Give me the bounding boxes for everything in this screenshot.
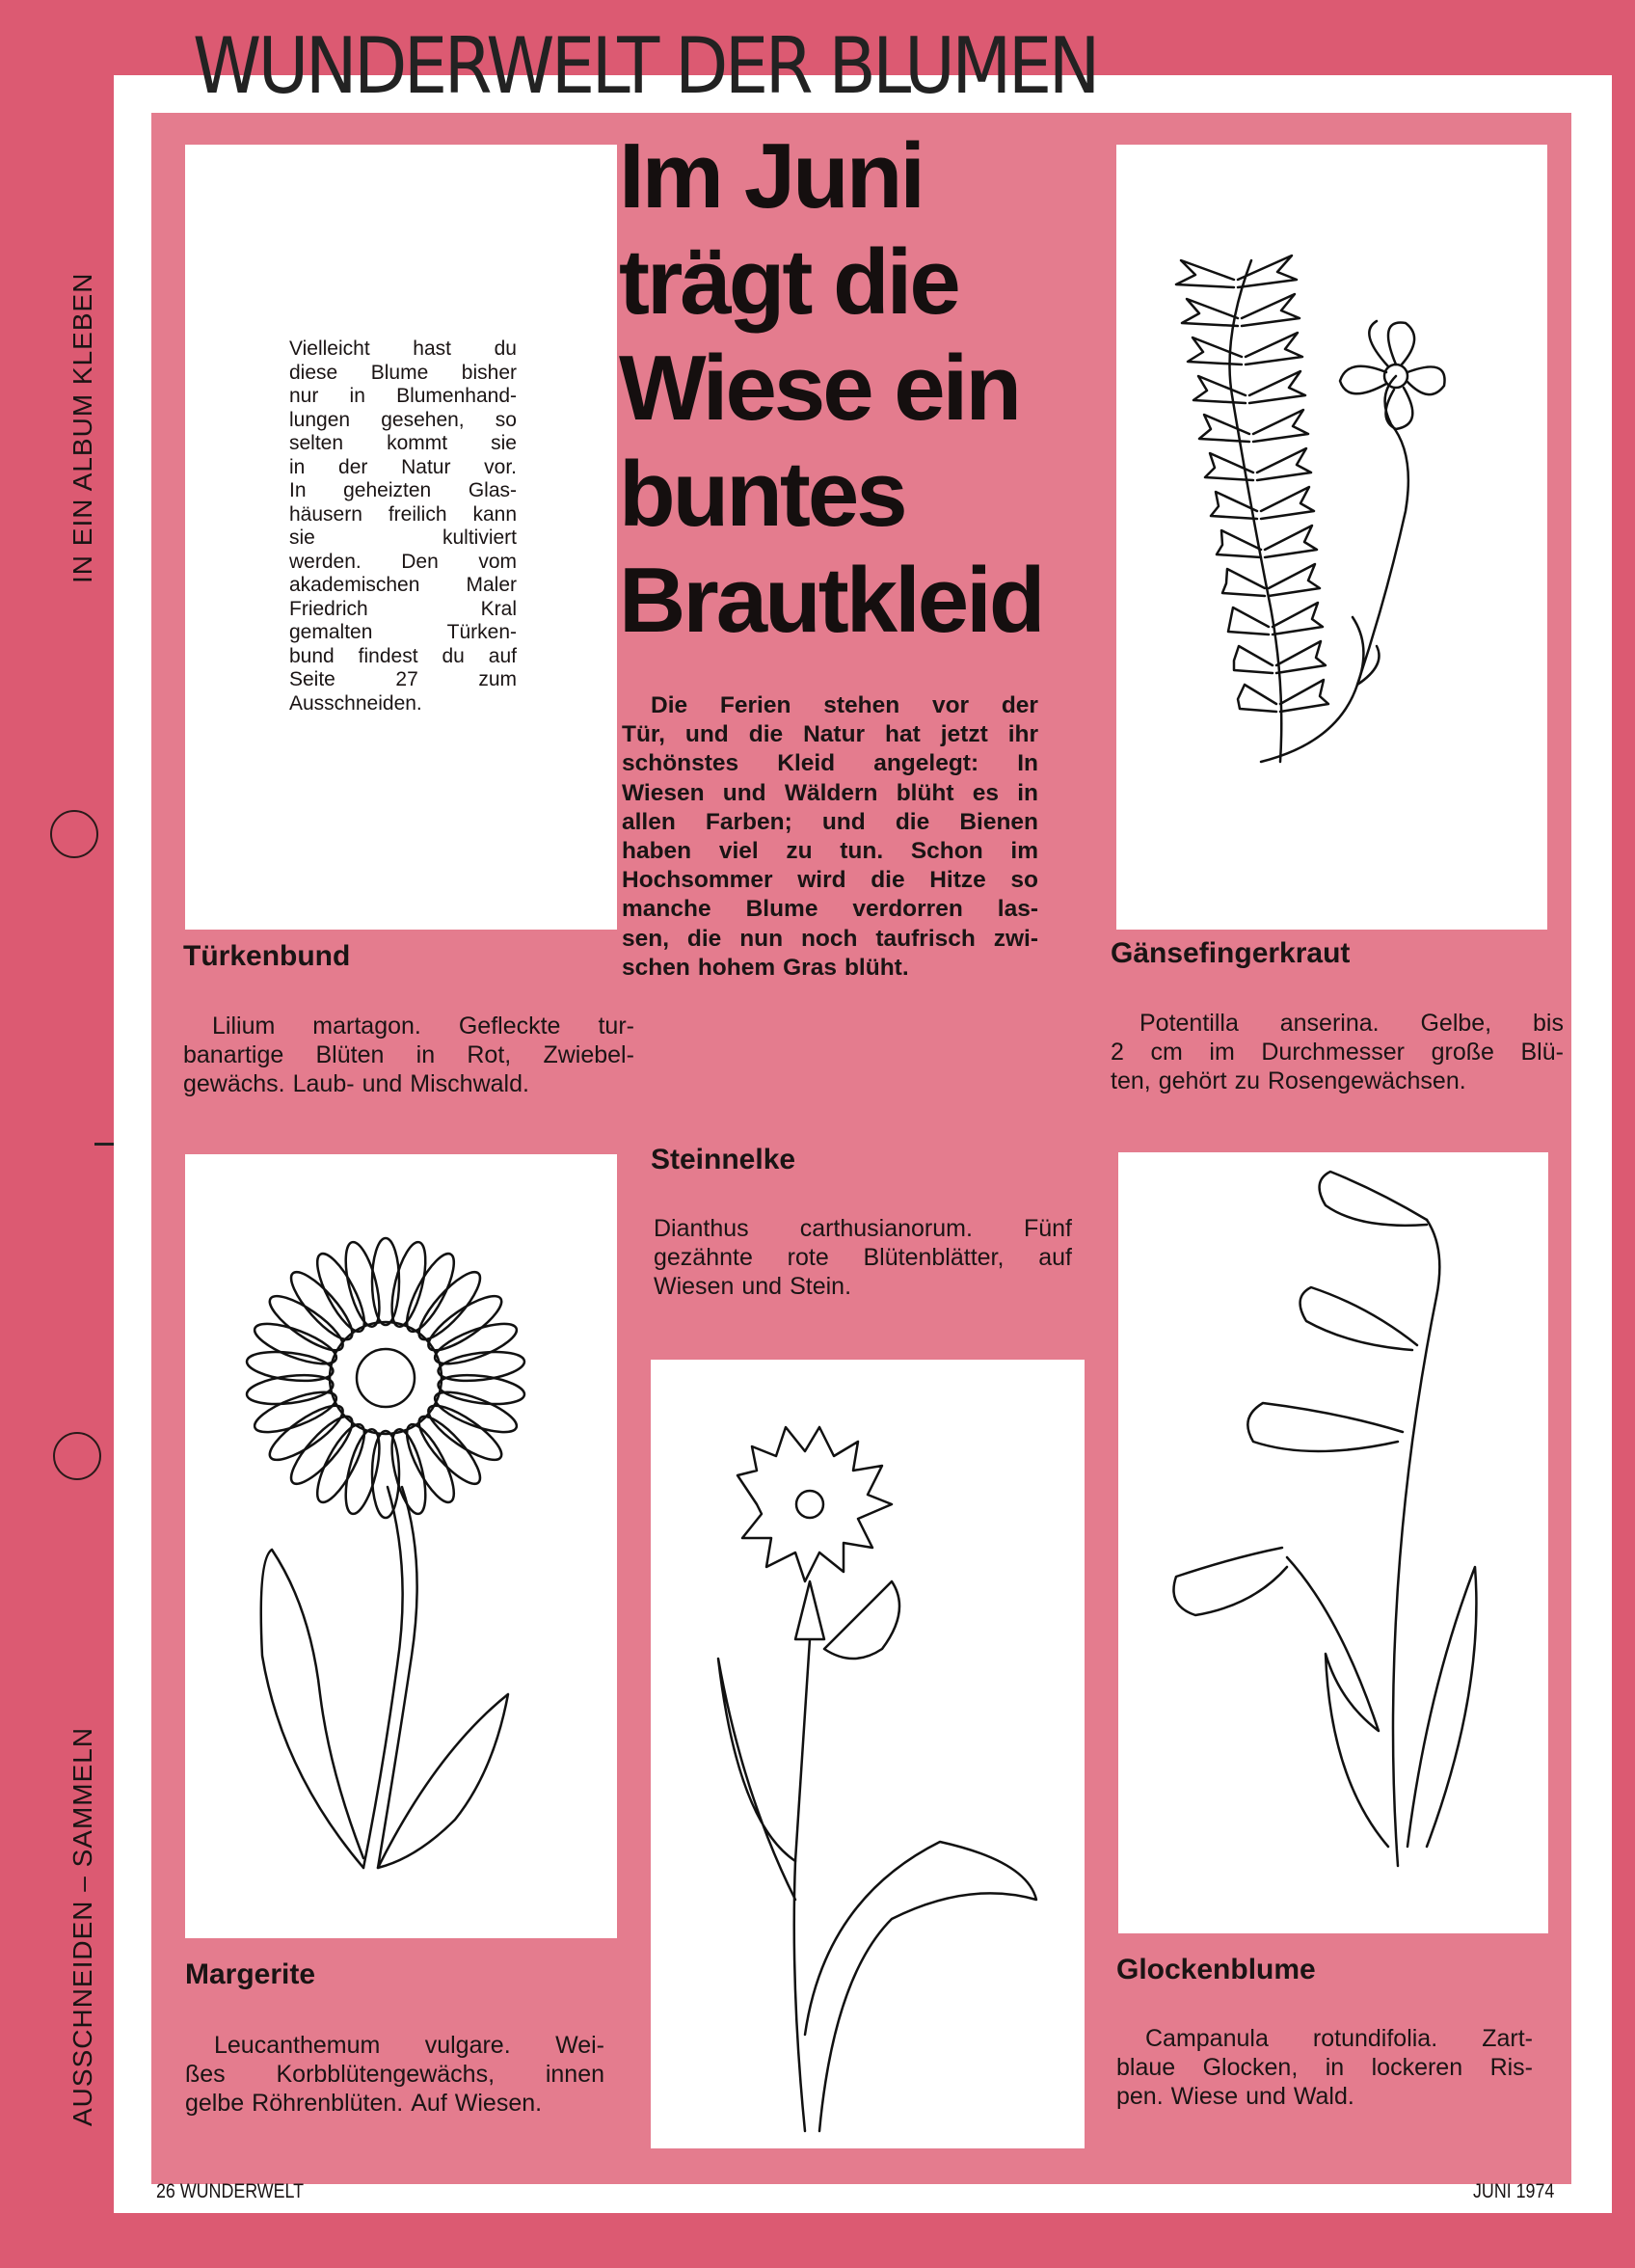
- gaensefingerkraut-desc: [1111, 1009, 1564, 1095]
- sidebar-note: [289, 338, 517, 716]
- margerite-label: Margerite: [185, 1958, 316, 1990]
- text-line: bund findest du auf: [289, 644, 517, 667]
- text-line: selten kommt sie: [289, 432, 517, 454]
- petal: [421, 1287, 508, 1359]
- petal: [263, 1287, 350, 1359]
- text-line: trägt die: [619, 230, 958, 334]
- gaensefingerkraut-label: Gänsefingerkraut: [1111, 937, 1351, 969]
- text-line: 2 cm im Durchmesser große Blü-: [1111, 1039, 1564, 1066]
- text-line: gemalten Türken-: [289, 621, 517, 643]
- text-line: buntes: [619, 443, 905, 546]
- text-line: Hochsommer wird die Hitze so: [622, 867, 1038, 894]
- text-line: Die Ferien stehen vor der: [651, 692, 1038, 718]
- text-line: Seite 27 zum: [289, 668, 517, 690]
- text-line: manche Blume verdorren las-: [622, 896, 1038, 923]
- footer-page-number: 26 WUNDERWELT: [156, 2180, 305, 2202]
- text-line: ten, gehört zu Rosengewächsen.: [1111, 1067, 1466, 1094]
- text-line: Leucanthemum vulgare. Wei-: [214, 2032, 604, 2059]
- text-line: banartige Blüten in Rot, Zwiebel-: [183, 1041, 634, 1068]
- leaflet: [1222, 564, 1320, 596]
- text-line: nur in Blumenhand-: [289, 385, 517, 407]
- leaflet: [1182, 294, 1300, 326]
- text-line: pen. Wiese und Wald.: [1116, 2083, 1354, 2110]
- text-line: in der Natur vor.: [289, 455, 517, 478]
- text-line: Wiesen und Stein.: [654, 1273, 852, 1300]
- intro-text: [622, 691, 1038, 983]
- glockenblume-drawing: [1118, 1152, 1548, 1933]
- side-label-top: IN EIN ALBUM KLEBEN: [67, 272, 97, 583]
- leaflet: [1205, 448, 1311, 480]
- petal: [437, 1348, 526, 1386]
- tuerkenbund-label: Türkenbund: [183, 940, 351, 972]
- glockenblume-desc: [1116, 2024, 1533, 2111]
- steinnelke-desc: [654, 1214, 1072, 1301]
- text-line: gewächs. Laub- und Mischwald.: [183, 1070, 529, 1097]
- text-line: Friedrich Kral: [289, 597, 517, 620]
- headline: [619, 123, 1120, 654]
- petal: [398, 1418, 463, 1508]
- petal: [263, 1397, 350, 1469]
- text-line: Im Juni: [619, 124, 924, 228]
- leaflet: [1199, 410, 1308, 442]
- petal: [245, 1348, 335, 1386]
- punch-hole-bottom: [53, 1432, 101, 1480]
- gaensefingerkraut-image-box: [1116, 145, 1547, 930]
- margerite-drawing: [185, 1154, 617, 1938]
- text-line: gelbe Röhrenblüten. Auf Wiesen.: [185, 2090, 543, 2117]
- steinnelke-drawing: [651, 1360, 1085, 2148]
- text-line: sie kultiviert: [289, 526, 517, 549]
- text-line: Campanula rotundifolia. Zart-: [1145, 2025, 1533, 2052]
- text-line: akademischen Maler: [289, 574, 517, 596]
- text-line: Wiesen und Wäldern blüht es in: [622, 779, 1038, 806]
- petal: [245, 1371, 335, 1409]
- text-line: haben viel zu tun. Schon im: [622, 838, 1038, 865]
- text-line: Tür, und die Natur hat jetzt ihr: [622, 721, 1038, 748]
- petal: [437, 1371, 526, 1409]
- fold-mark: [94, 1143, 114, 1146]
- text-line: Lilium martagon. Gefleckte tur-: [212, 1012, 634, 1040]
- leaflet: [1238, 680, 1328, 712]
- text-line: gezähnte rote Blütenblätter, auf: [654, 1244, 1072, 1271]
- leaflet: [1217, 526, 1317, 557]
- text-line: Brautkleid: [619, 549, 1043, 652]
- text-line: schen hohem Gras blüht.: [622, 954, 909, 981]
- text-line: allen Farben; und die Bienen: [622, 808, 1038, 835]
- text-line: Ausschneiden.: [289, 691, 422, 715]
- side-label-bottom: AUSSCHNEIDEN – SAMMELN: [67, 1726, 97, 2126]
- text-line: diese Blume bisher: [289, 361, 517, 384]
- masthead-title: WUNDERWELT DER BLUMEN: [193, 21, 1097, 111]
- steinnelke-label: Steinnelke: [651, 1144, 796, 1175]
- text-line: Wiese ein: [619, 337, 1019, 440]
- glockenblume-image-box: [1118, 1152, 1548, 1933]
- leaflet: [1188, 333, 1302, 364]
- petal: [398, 1248, 463, 1337]
- text-line: Potentilla anserina. Gelbe, bis: [1139, 1010, 1564, 1037]
- petal: [250, 1315, 340, 1371]
- margerite-image-box: [185, 1154, 617, 1938]
- text-line: häusern freilich kann: [289, 502, 517, 526]
- text-line: blaue Glocken, in lockeren Ris-: [1116, 2054, 1533, 2081]
- steinnelke-image-box: [651, 1360, 1085, 2148]
- leaflet: [1211, 487, 1314, 519]
- tuerkenbund-desc: [183, 1012, 634, 1098]
- text-line: ßes Korbblütengewächs, innen: [185, 2061, 604, 2088]
- text-line: Dianthus carthusianorum. Fünf: [654, 1215, 1072, 1242]
- glockenblume-label: Glockenblume: [1116, 1954, 1316, 1985]
- margerite-desc: [185, 2031, 604, 2118]
- text-line: In geheizten Glas-: [289, 479, 517, 501]
- text-line: schönstes Kleid angelegt: In: [622, 750, 1038, 777]
- petal: [430, 1384, 521, 1440]
- punch-hole-top: [50, 810, 98, 858]
- text-line: werden. Den vom: [289, 550, 517, 573]
- petal: [308, 1418, 373, 1508]
- leaflet: [1176, 256, 1297, 287]
- text-line: sen, die nun noch taufrisch zwi-: [622, 925, 1038, 952]
- gaensefingerkraut-drawing: [1116, 145, 1547, 930]
- petal: [421, 1397, 508, 1469]
- petal: [308, 1248, 373, 1337]
- footer-date: JUNI 1974: [1473, 2180, 1555, 2202]
- leaflet: [1193, 371, 1305, 403]
- text-line: lungen gesehen, so: [289, 408, 517, 431]
- text-line: Vielleicht hast du: [289, 338, 517, 360]
